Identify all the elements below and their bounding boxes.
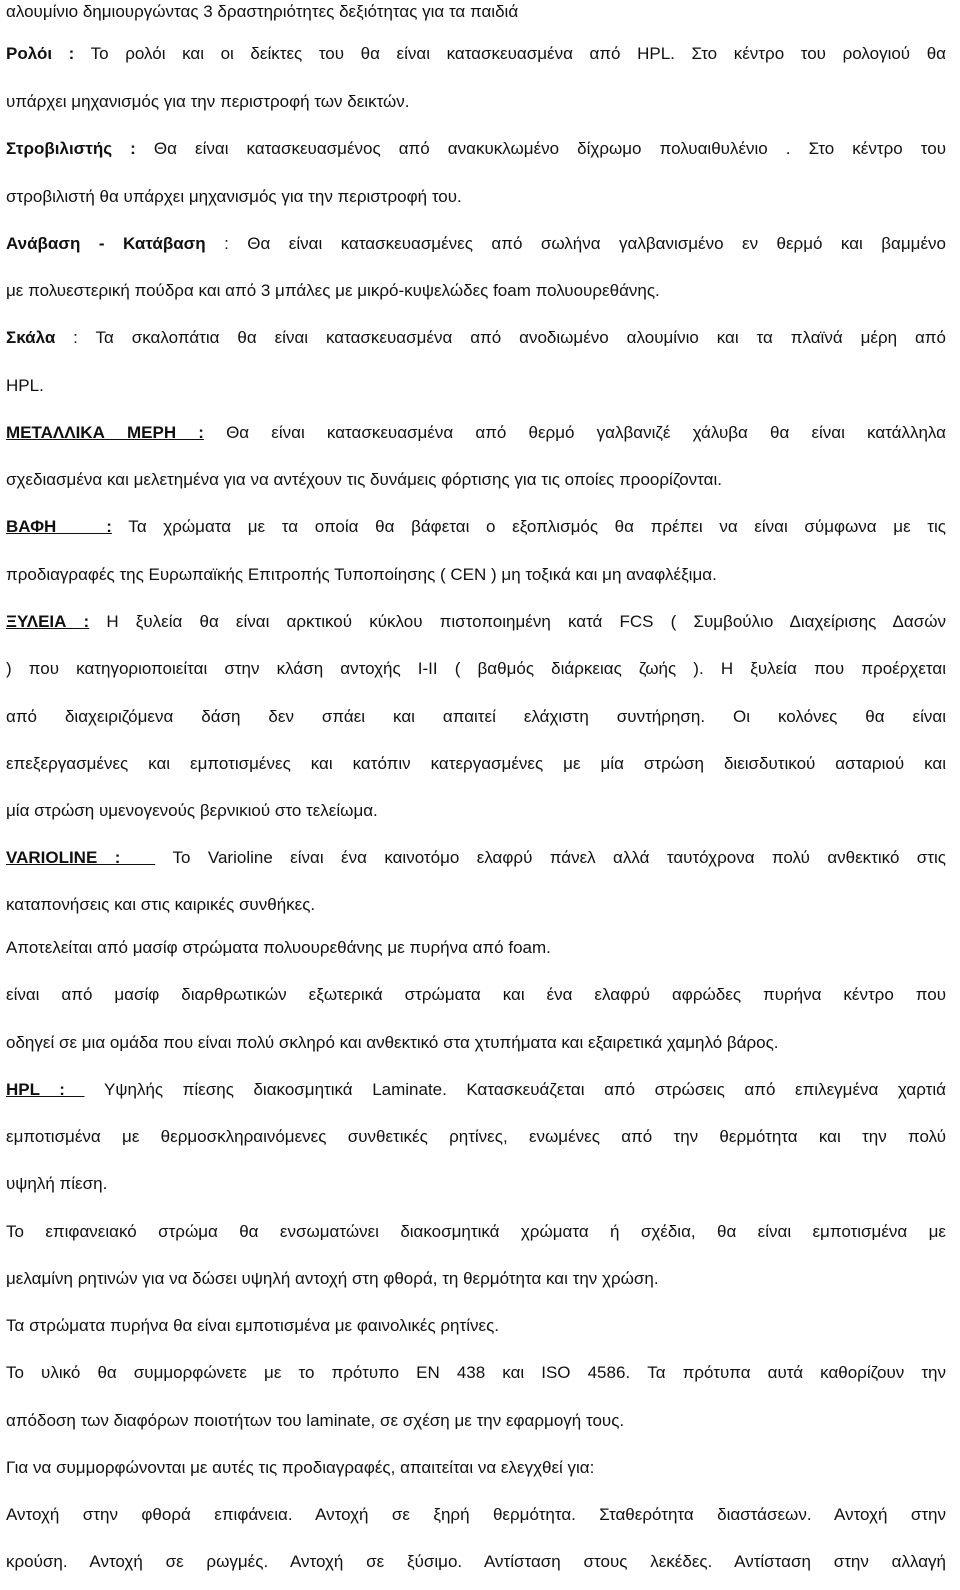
- wood-text: Η ξυλεία θα είναι αρκτικού κύκλου πιστοποιημένη κατά FCS ( Συμβούλιο Διαχείρισης Δασών: [89, 612, 946, 631]
- varioline-paragraph-line: είναι από μασίφ διαρθρωτικών εξωτερικά στρώματα και ένα ελαφρύ αφρώδες πυρήνα κέντρο που: [6, 985, 946, 1004]
- wood-paragraph-line: [6, 610, 946, 634]
- clock-text: Το ρολόι και οι δείκτες του θα είναι κατασκευασμένα από HPL. Στο κέντρο του ρολογιού θα: [74, 44, 946, 63]
- hpl-paragraph-line: απόδοση των διαφόρων ποιοτήτων του laminate, σε σχέση με την εφαρμογή τους.: [6, 1411, 625, 1430]
- hpl-text: Υψηλής πίεσης διακοσμητικά Laminate. Κατασκευάζεται από στρώσεις από επιλεγμένα χαρτιά: [84, 1080, 946, 1099]
- metal-paragraph-line: [6, 421, 946, 445]
- intro-line: αλουμίνιο δημιουργώντας 3 δραστηριότητες δεξιότητας για τα παιδιά: [6, 2, 519, 21]
- clock-paragraph-line: [6, 42, 946, 66]
- hpl-paragraph-line: [6, 1078, 946, 1102]
- hpl-paragraph-line: Αντοχή στην φθορά επιφάνεια. Αντοχή σε ξηρή θερμότητα. Σταθερότητα διαστάσεων. Αντοχή στην: [6, 1505, 946, 1524]
- varioline-label: VARIOLINE :: [6, 848, 156, 867]
- metal-label: ΜΕΤΑΛΛΙΚΑ ΜΕΡΗ :: [6, 423, 204, 442]
- wood-paragraph-line: επεξεργασμένες και εμποτισμένες και κατόπιν κατεργασμένες με μία στρώση διεισδυτικού ασταριού και: [6, 754, 946, 773]
- climb-paragraph-line: [6, 232, 946, 256]
- paint-label: ΒΑΦΗ :: [6, 517, 112, 536]
- hpl-paragraph-line: εμποτισμένα με θερμοσκληραινόμενες συνθετικές ρητίνες, ενωμένες από την θερμότητα και την πολύ: [6, 1127, 946, 1146]
- varioline-paragraph-line: [6, 846, 946, 870]
- paint-paragraph-line: [6, 515, 946, 539]
- spinner-paragraph-line: στροβιλιστή θα υπάρχει μηχανισμός για την περιστροφή του.: [6, 187, 462, 206]
- spinner-paragraph-line: [6, 137, 946, 161]
- clock-label: Ρολόι :: [6, 44, 75, 63]
- varioline-paragraph-line: καταπονήσεις και στις καιρικές συνθήκες.: [6, 895, 316, 914]
- ladder-paragraph-line: [6, 326, 946, 350]
- wood-paragraph-line: από διαχειριζόμενα δάση δεν σπάει και απαιτεί ελάχιστη συντήρηση. Οι κολόνες θα είναι: [6, 707, 946, 726]
- hpl-label: HPL :: [6, 1080, 85, 1099]
- metal-text: Θα είναι κατασκευασμένα από θερμό γαλβανιζέ χάλυβα θα είναι κατάλληλα: [203, 423, 946, 442]
- ladder-text: : Τα σκαλοπάτια θα είναι κατασκευασμένα από ανοδιωμένο αλουμίνιο και τα πλαϊνά μέρη από: [55, 328, 946, 347]
- varioline-text: Το Varioline είναι ένα καινοτόμο ελαφρύ πάνελ αλλά ταυτόχρονα πολύ ανθεκτικό στις: [155, 848, 946, 867]
- climb-label: Ανάβαση - Κατάβαση: [6, 234, 206, 253]
- hpl-paragraph-line: υψηλή πίεση.: [6, 1174, 108, 1193]
- climb-text: : Θα είναι κατασκευασμένες από σωλήνα γαλβανισμένο εν θερμό και βαμμένο: [205, 234, 946, 253]
- spinner-label: Στροβιλιστής :: [6, 139, 136, 158]
- spinner-text: Θα είναι κατασκευασμένος από ανακυκλωμένο δίχρωμο πολυαιθυλένιο . Στο κέντρο του: [135, 139, 946, 158]
- wood-paragraph-line: μία στρώση υμενογενούς βερνικιού στο τελείωμα.: [6, 801, 378, 820]
- hpl-paragraph-line: Το επιφανειακό στρώμα θα ενσωματώνει διακοσμητικά χρώματα ή σχέδια, θα είναι εμποτισμένα με: [6, 1222, 946, 1241]
- hpl-paragraph-line: μελαμίνη ρητινών για να δώσει υψηλή αντοχή στη φθορά, τη θερμότητα και την χρώση.: [6, 1269, 659, 1288]
- varioline-paragraph-line: οδηγεί σε μια ομάδα που είναι πολύ σκληρό και ανθεκτικό στα χτυπήματα και εξαιρετικά χαμηλό βάρος.: [6, 1033, 779, 1052]
- wood-paragraph-line: ) που κατηγοριοποιείται στην κλάση αντοχής I-II ( βαθμός διάρκειας ζωής ). Η ξυλεία που προέρχεται: [6, 659, 946, 678]
- metal-paragraph-line: σχεδιασμένα και μελετημένα για να αντέχουν τις δυνάμεις φόρτισης για τις οποίες προορίζονται.: [6, 470, 722, 489]
- clock-paragraph-line: υπάρχει μηχανισμός για την περιστροφή των δεικτών.: [6, 92, 410, 111]
- paint-text: Τα χρώματα με τα οποία θα βάφεται ο εξοπλισμός θα πρέπει να είναι σύμφωνα με τις: [111, 517, 946, 536]
- ladder-paragraph-line: HPL.: [6, 376, 44, 395]
- hpl-paragraph-line: κρούση. Αντοχή σε ρωγμές. Αντοχή σε ξύσιμο. Αντίσταση στους λεκέδες. Αντίσταση στην αλλαγή: [6, 1552, 946, 1571]
- climb-paragraph-line: με πολυεστερική πούδρα και από 3 μπάλες με μικρό-κυψελώδες foam πολυουρεθάνης.: [6, 281, 660, 300]
- paint-paragraph-line: προδιαγραφές της Ευρωπαϊκής Επιτροπής Τυποποίησης ( CEN ) μη τοξικά και μη αναφλέξιμα.: [6, 565, 717, 584]
- wood-label: ΞΥΛΕΙΑ :: [6, 612, 90, 631]
- varioline-paragraph-line: Αποτελείται από μασίφ στρώματα πολυουρεθάνης με πυρήνα από foam.: [6, 938, 551, 957]
- hpl-paragraph-line: Για να συμμορφώνονται με αυτές τις προδιαγραφές, απαιτείται να ελεγχθεί για:: [6, 1458, 595, 1477]
- hpl-paragraph-line: Το υλικό θα συμμορφώνετε με το πρότυπο EN 438 και ISO 4586. Τα πρότυπα αυτά καθορίζουν την: [6, 1363, 946, 1382]
- hpl-paragraph-line: Τα στρώματα πυρήνα θα είναι εμποτισμένα με φαινολικές ρητίνες.: [6, 1316, 499, 1335]
- ladder-label: Σκάλα: [6, 328, 56, 347]
